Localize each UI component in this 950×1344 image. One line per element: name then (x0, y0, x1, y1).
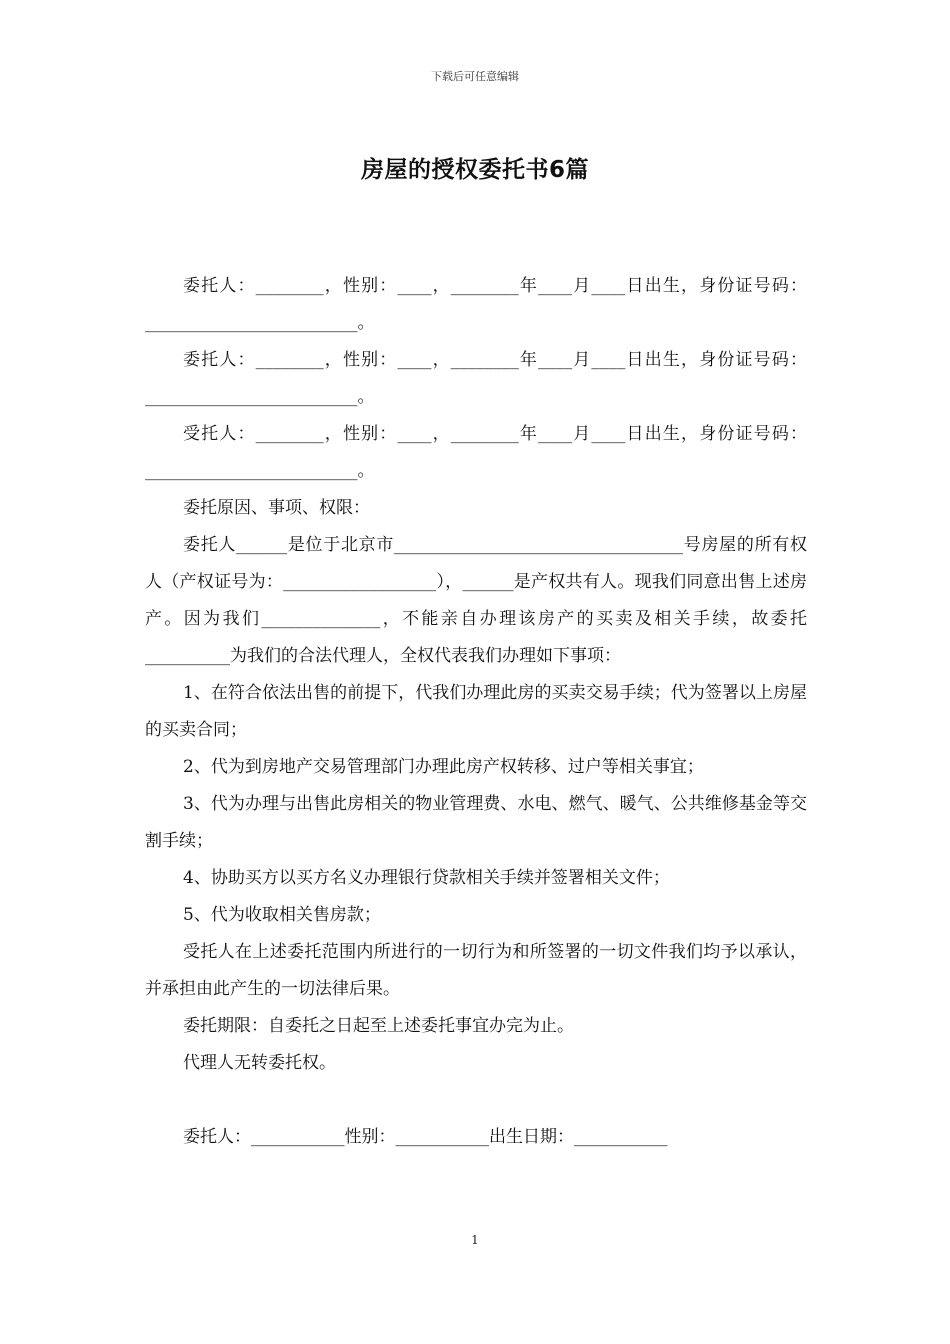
signature-line: 委托人：___________性别：___________出生日期：___________ (183, 1127, 668, 1147)
paragraph-reason-heading: 委托原因、事项、权限： (183, 498, 370, 518)
paragraph-agent: 受托人：________，性别：____，________年____月____日出生，身份证号码：_________________________。 (145, 424, 807, 481)
paragraph-item-2: 2、代为到房地产交易管理部门办理此房产权转移、过户等相关事宜； (183, 757, 704, 777)
paragraph-item-1: 1、在符合依法出售的前提下，代我们办理此房的买卖交易手续；代为签署以上房屋的买卖合同； (145, 683, 807, 740)
paragraph-principal-2: 委托人：________，性别：____，________年____月____日出生，身份证号码：_________________________。 (145, 350, 807, 407)
paragraph-item-3: 3、代为办理与出售此房相关的物业管理费、水电、燃气、暖气、公共维修基金等交割手续； (145, 794, 807, 851)
paragraph-acknowledgement: 受托人在上述委托范围内所进行的一切行为和所签署的一切文件我们均予以承认，并承担由此产生的一切法律后果。 (145, 942, 807, 999)
paragraph-item-5: 5、代为收取相关售房款； (183, 905, 381, 925)
document-title: 房屋的授权委托书6篇 (360, 157, 589, 183)
header-note: 下载后可任意编辑 (431, 70, 519, 83)
document-body (145, 268, 807, 1156)
paragraph-property-details: 委托人______是位于北京市__________________________________号房屋的所有权人（产权证号为：__________________），______是产权共有人。现我们同意出售上述房产。因为我们______________，不能亲自办理该房产的买卖及相关手续，故委托__________为我们的合法代理人，全权代表我们办理如下事项： (145, 535, 807, 666)
paragraph-no-subdelegation: 代理人无转委托权。 (183, 1053, 336, 1073)
blank-line (145, 1082, 807, 1119)
paragraph-term: 委托期限：自委托之日起至上述委托事宜办完为止。 (183, 1016, 574, 1036)
paragraph-principal-1: 委托人：________，性别：____，________年____月____日出生，身份证号码：_________________________。 (145, 276, 807, 333)
page-number: 1 (471, 1233, 479, 1247)
paragraph-item-4: 4、协助买方以买方名义办理银行贷款相关手续并签署相关文件； (183, 868, 670, 888)
